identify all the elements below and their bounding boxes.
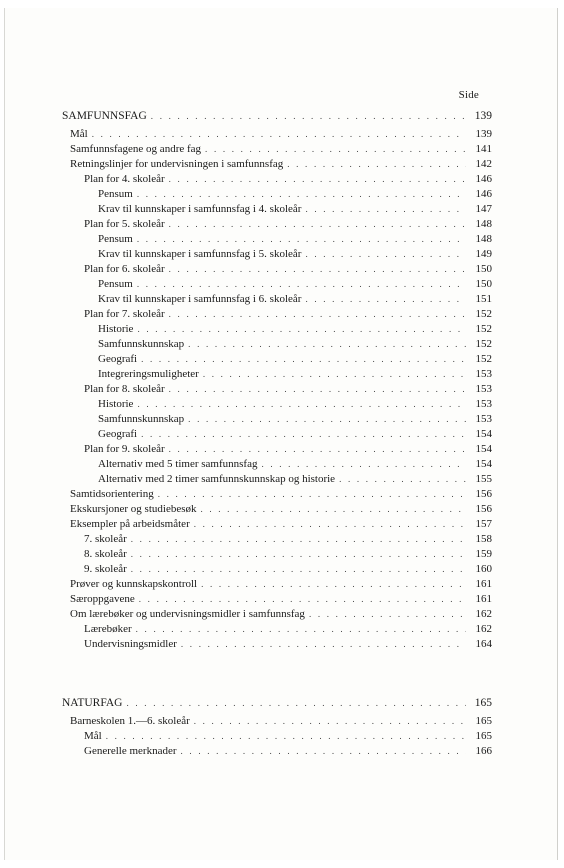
toc-entry-title: Plan for 7. skoleår — [84, 308, 165, 320]
toc-entry — [62, 532, 492, 547]
toc-entry-title: Samfunnskunnskap — [98, 413, 185, 425]
toc-entry — [62, 457, 492, 472]
toc-entry — [62, 127, 492, 142]
toc-entry-title: Plan for 9. skoleår — [84, 443, 165, 455]
toc-entry-page-number: 139 — [474, 110, 492, 122]
toc-entry-page-number: 152 — [475, 323, 492, 335]
dot-leader — [106, 729, 466, 744]
document-page — [4, 8, 558, 860]
toc-entry-title: Ekskursjoner og studiebesøk — [70, 503, 197, 515]
dot-leader — [169, 262, 466, 277]
dot-leader — [169, 307, 466, 322]
dot-leader — [181, 744, 466, 759]
dot-leader — [169, 382, 466, 397]
toc-entry — [62, 262, 492, 277]
toc-entry-title: Pensum — [98, 188, 133, 200]
toc-entry-page-number: 148 — [475, 233, 492, 245]
toc-entry-title: Om lærebøker og undervisningsmidler i samfunnsfag — [70, 608, 305, 620]
toc-entry — [62, 367, 492, 382]
toc-entry-page-number: 150 — [475, 278, 492, 290]
dot-leader — [205, 142, 466, 157]
dot-leader — [305, 292, 466, 307]
toc-entry-page-number: 165 — [474, 697, 492, 709]
dot-leader — [151, 109, 466, 124]
dot-leader — [137, 397, 466, 412]
toc-entry-page-number: 157 — [475, 518, 492, 530]
toc-entry — [62, 322, 492, 337]
dot-leader — [181, 637, 466, 652]
dot-leader — [201, 577, 466, 592]
toc-entry — [62, 217, 492, 232]
dot-leader — [305, 202, 466, 217]
dot-leader — [169, 217, 466, 232]
toc-entry-page-number: 151 — [475, 293, 492, 305]
dot-leader — [131, 547, 466, 562]
dot-leader — [188, 337, 466, 352]
page-column-heading: Side — [458, 89, 479, 101]
dot-leader — [287, 157, 466, 172]
toc-entry-title: NATURFAG — [62, 697, 123, 709]
toc-entry — [62, 427, 492, 442]
toc-entry-title: Samfunnsfagene og andre fag — [70, 143, 202, 155]
dot-leader — [158, 487, 466, 502]
toc-entry-title: Barneskolen 1.—6. skoleår — [70, 715, 190, 727]
toc-entry-title: Plan for 5. skoleår — [84, 218, 165, 230]
toc-entry-title: Prøver og kunnskapskontroll — [70, 578, 198, 590]
dot-leader — [136, 622, 466, 637]
toc-entry-title: Samtidsorientering — [70, 488, 154, 500]
dot-leader — [261, 457, 466, 472]
toc-entry-page-number: 156 — [475, 488, 492, 500]
dot-leader — [305, 247, 466, 262]
toc-entry-page-number: 161 — [475, 578, 492, 590]
dot-leader — [141, 352, 466, 367]
toc-entry — [62, 232, 492, 247]
toc-entry-page-number: 153 — [475, 413, 492, 425]
toc-entry — [62, 412, 492, 427]
toc-entry — [62, 487, 492, 502]
toc-entry — [62, 592, 492, 607]
toc-entry-page-number: 165 — [475, 730, 492, 742]
toc-entry-page-number: 152 — [475, 338, 492, 350]
toc-entry-title: Plan for 6. skoleår — [84, 263, 165, 275]
toc-entry-title: Generelle merknader — [84, 745, 177, 757]
toc-entry-page-number: 153 — [475, 368, 492, 380]
toc-entry-title: Alternativ med 5 timer samfunnsfag — [98, 458, 258, 470]
toc-entry-title: Pensum — [98, 233, 133, 245]
toc-entry — [62, 109, 492, 127]
toc-entry — [62, 247, 492, 262]
dot-leader — [127, 696, 467, 711]
toc-entry-title: Krav til kunnskaper i samfunnsfag i 4. skoleår — [98, 203, 302, 215]
toc-entry-page-number: 142 — [475, 158, 492, 170]
toc-entry-title: Alternativ med 2 timer samfunnskunnskap og historie — [98, 473, 336, 485]
toc-entry-title: Retningslinjer for undervisningen i samfunnsfag — [70, 158, 284, 170]
toc-entry-title: Krav til kunnskaper i samfunnsfag i 5. skoleår — [98, 248, 302, 260]
dot-leader — [309, 607, 466, 622]
toc-entry — [62, 202, 492, 217]
dot-leader — [194, 517, 466, 532]
toc-entry-page-number: 165 — [475, 715, 492, 727]
toc-entry-title: SAMFUNNSFAG — [62, 110, 147, 122]
toc-entry-title: Historie — [98, 398, 134, 410]
toc-entry — [62, 277, 492, 292]
toc-entry-page-number: 154 — [475, 458, 492, 470]
toc-entry-page-number: 156 — [475, 503, 492, 515]
toc-entry-title: Lærebøker — [84, 623, 132, 635]
toc-entry-title: Plan for 4. skoleår — [84, 173, 165, 185]
dot-leader — [137, 277, 466, 292]
toc-entry-page-number: 146 — [475, 173, 492, 185]
toc-entry-title: Undervisningsmidler — [84, 638, 177, 650]
toc-entry-page-number: 152 — [475, 308, 492, 320]
toc-entry-page-number: 162 — [475, 608, 492, 620]
toc-entry — [62, 397, 492, 412]
toc-entry-title: Samfunnskunnskap — [98, 338, 185, 350]
toc-entry-page-number: 152 — [475, 353, 492, 365]
toc-entry-page-number: 153 — [475, 383, 492, 395]
toc-entry — [62, 472, 492, 487]
toc-entry — [62, 187, 492, 202]
toc-entry-page-number: 164 — [475, 638, 492, 650]
toc-entry-page-number: 139 — [475, 128, 492, 140]
toc-entry-title: Plan for 8. skoleår — [84, 383, 165, 395]
dot-leader — [169, 442, 466, 457]
toc-entry — [62, 622, 492, 637]
toc-entry — [62, 157, 492, 172]
toc-entry — [62, 547, 492, 562]
toc-entry — [62, 142, 492, 157]
toc-entry-page-number: 160 — [475, 563, 492, 575]
dot-leader — [139, 592, 466, 607]
toc-entry-page-number: 155 — [475, 473, 492, 485]
toc-entry — [62, 607, 492, 622]
toc-entry — [62, 352, 492, 367]
toc-entry-page-number: 162 — [475, 623, 492, 635]
dot-leader — [131, 532, 466, 547]
toc-entry-page-number: 146 — [475, 188, 492, 200]
dot-leader — [137, 232, 466, 247]
toc-entry-page-number: 166 — [475, 745, 492, 757]
dot-leader — [203, 367, 466, 382]
dot-leader — [131, 562, 466, 577]
dot-leader — [188, 412, 466, 427]
toc-entry-page-number: 161 — [475, 593, 492, 605]
toc-entry-page-number: 154 — [475, 428, 492, 440]
toc-entry-title: Krav til kunnskaper i samfunnsfag i 6. skoleår — [98, 293, 302, 305]
toc-entry-title: Mål — [84, 730, 102, 742]
toc-entry — [62, 637, 492, 652]
toc-entry — [62, 714, 492, 729]
toc-entry — [62, 577, 492, 592]
toc-entry-title: Pensum — [98, 278, 133, 290]
toc-entry-title: Mål — [70, 128, 88, 140]
toc-entry — [62, 172, 492, 187]
toc-entry-title: Historie — [98, 323, 134, 335]
dot-leader — [339, 472, 466, 487]
toc-entry — [62, 307, 492, 322]
dot-leader — [169, 172, 466, 187]
toc-entry-page-number: 154 — [475, 443, 492, 455]
toc-entry — [62, 337, 492, 352]
toc-entry — [62, 562, 492, 577]
toc-entry-title: 9. skoleår — [84, 563, 127, 575]
toc-entry-page-number: 148 — [475, 218, 492, 230]
toc-entry — [62, 382, 492, 397]
dot-leader — [137, 187, 466, 202]
toc-section-naturfag — [62, 696, 492, 759]
toc-entry-title: Geografi — [98, 428, 138, 440]
toc-entry-title: 8. skoleår — [84, 548, 127, 560]
dot-leader — [194, 714, 466, 729]
toc-entry — [62, 517, 492, 532]
toc-entry-page-number: 158 — [475, 533, 492, 545]
toc-entry-title: Integreringsmuligheter — [98, 368, 199, 380]
dot-leader — [141, 427, 466, 442]
toc-entry-page-number: 153 — [475, 398, 492, 410]
toc-entry-title: Eksempler på arbeidsmåter — [70, 518, 190, 530]
toc-entry — [62, 292, 492, 307]
toc-entry — [62, 696, 492, 714]
dot-leader — [92, 127, 466, 142]
toc-entry-page-number: 141 — [475, 143, 492, 155]
toc-section-samfunnsfag — [62, 109, 492, 652]
toc-entry — [62, 729, 492, 744]
toc-entry-page-number: 159 — [475, 548, 492, 560]
toc-entry — [62, 442, 492, 457]
dot-leader — [200, 502, 466, 517]
toc-entry-page-number: 147 — [475, 203, 492, 215]
toc-entry-page-number: 150 — [475, 263, 492, 275]
toc-entry — [62, 744, 492, 759]
toc-entry-title: Særoppgavene — [70, 593, 135, 605]
toc-entry-page-number: 149 — [475, 248, 492, 260]
toc-entry-title: Geografi — [98, 353, 138, 365]
toc-entry — [62, 502, 492, 517]
dot-leader — [137, 322, 466, 337]
toc-entry-title: 7. skoleår — [84, 533, 127, 545]
